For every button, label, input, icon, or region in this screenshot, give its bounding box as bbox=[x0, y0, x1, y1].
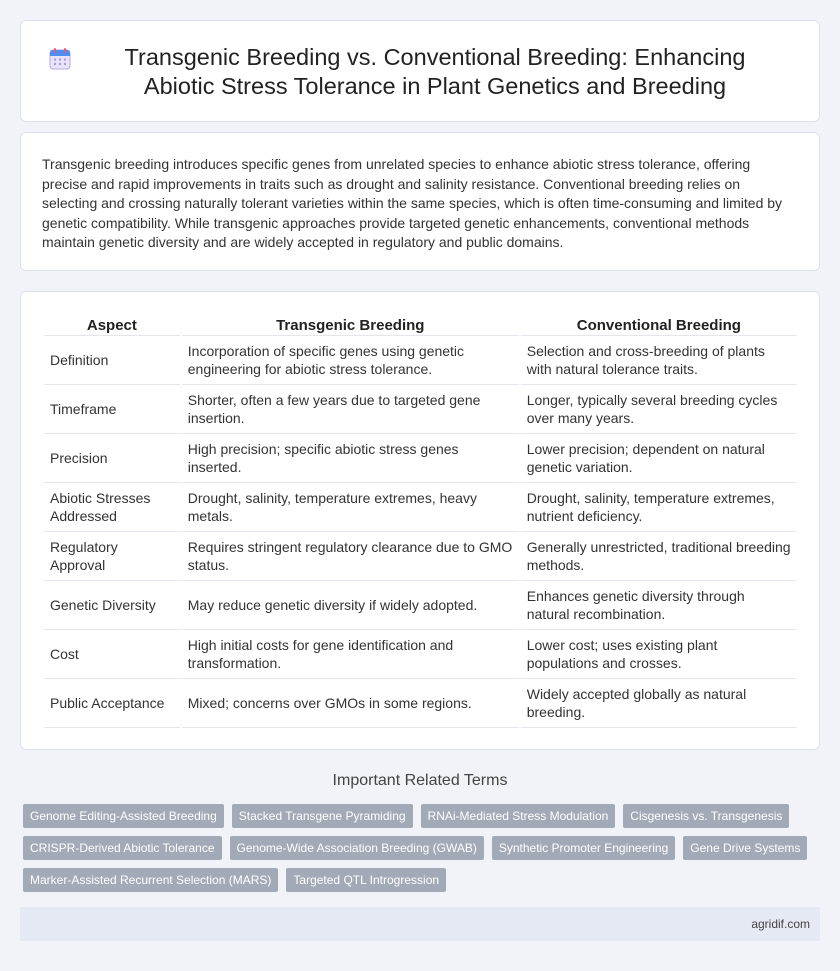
comparison-table bbox=[42, 315, 799, 728]
row-aspect: Abiotic Stresses Addressed bbox=[44, 483, 180, 532]
related-terms-list bbox=[23, 804, 813, 892]
row-conventional: Enhances genetic diversity through natural recombination. bbox=[521, 581, 797, 630]
row-transgenic: Shorter, often a few years due to targeted gene insertion. bbox=[182, 385, 519, 434]
row-transgenic: Mixed; concerns over GMOs in some regions. bbox=[182, 679, 519, 728]
header-conventional: Conventional Breeding bbox=[521, 315, 797, 336]
row-transgenic: High initial costs for gene identification and transformation. bbox=[182, 630, 519, 679]
row-conventional: Lower precision; dependent on natural genetic variation. bbox=[521, 434, 797, 483]
related-term-tag[interactable]: Synthetic Promoter Engineering bbox=[492, 836, 675, 860]
related-terms-heading: Important Related Terms bbox=[332, 772, 508, 789]
footer-site-link[interactable]: agridif.com bbox=[751, 917, 810, 931]
comparison-card bbox=[20, 291, 820, 750]
row-aspect: Public Acceptance bbox=[44, 679, 180, 728]
row-aspect: Definition bbox=[44, 336, 180, 385]
row-conventional: Lower cost; uses existing plant populations and crosses. bbox=[521, 630, 797, 679]
row-aspect: Regulatory Approval bbox=[44, 532, 180, 581]
table-row bbox=[44, 385, 797, 434]
related-term-tag[interactable]: Genome-Wide Association Breeding (GWAB) bbox=[230, 836, 484, 860]
intro-card bbox=[20, 132, 820, 271]
related-term-tag[interactable]: Marker-Assisted Recurrent Selection (MARS) bbox=[23, 868, 278, 892]
related-term-tag[interactable]: Gene Drive Systems bbox=[683, 836, 807, 860]
row-conventional: Generally unrestricted, traditional breeding methods. bbox=[521, 532, 797, 581]
related-term-tag[interactable]: Genome Editing-Assisted Breeding bbox=[23, 804, 224, 828]
row-transgenic: High precision; specific abiotic stress genes inserted. bbox=[182, 434, 519, 483]
header-transgenic: Transgenic Breeding bbox=[182, 315, 519, 336]
related-term-tag[interactable]: CRISPR-Derived Abiotic Tolerance bbox=[23, 836, 222, 860]
row-transgenic: May reduce genetic diversity if widely adopted. bbox=[182, 581, 519, 630]
header-aspect: Aspect bbox=[44, 315, 180, 336]
row-transgenic: Requires stringent regulatory clearance due to GMO status. bbox=[182, 532, 519, 581]
table-row bbox=[44, 679, 797, 728]
row-aspect: Timeframe bbox=[44, 385, 180, 434]
row-conventional: Longer, typically several breeding cycles over many years. bbox=[521, 385, 797, 434]
related-term-tag[interactable]: Targeted QTL Introgression bbox=[286, 868, 446, 892]
row-transgenic: Drought, salinity, temperature extremes, heavy metals. bbox=[182, 483, 519, 532]
intro-paragraph: Transgenic breeding introduces specific genes from unrelated species to enhance abiotic stress tolerance, offering precise and rapid improvements in traits such as drought and salinity resistance. Conventional breeding relies on selecting and crossing naturally tolerant varieties within the same species, which is often time-consuming and limited by genetic compatibility. While transgenic approaches provide targeted genetic enhancements, conventional methods maintain genetic diversity and are widely accepted in regulatory and public domains. bbox=[42, 156, 783, 251]
table-header-row bbox=[44, 315, 797, 336]
row-aspect: Cost bbox=[44, 630, 180, 679]
related-term-tag[interactable]: RNAi-Mediated Stress Modulation bbox=[421, 804, 616, 828]
table-row bbox=[44, 483, 797, 532]
row-transgenic: Incorporation of specific genes using genetic engineering for abiotic stress tolerance. bbox=[182, 336, 519, 385]
row-conventional: Drought, salinity, temperature extremes, nutrient deficiency. bbox=[521, 483, 797, 532]
footer-bar bbox=[20, 907, 820, 941]
row-aspect: Precision bbox=[44, 434, 180, 483]
related-term-tag[interactable]: Cisgenesis vs. Transgenesis bbox=[623, 804, 789, 828]
table-row bbox=[44, 581, 797, 630]
table-row bbox=[44, 434, 797, 483]
table-row bbox=[44, 336, 797, 385]
related-term-tag[interactable]: Stacked Transgene Pyramiding bbox=[232, 804, 413, 828]
row-aspect: Genetic Diversity bbox=[44, 581, 180, 630]
row-conventional: Selection and cross-breeding of plants with natural tolerance traits. bbox=[521, 336, 797, 385]
table-row bbox=[44, 630, 797, 679]
title-card bbox=[20, 20, 820, 122]
page-title: Transgenic Breeding vs. Conventional Breeding: Enhancing Abiotic Stress Tolerance in Plant Genetics and Breeding bbox=[124, 44, 746, 99]
table-row bbox=[44, 532, 797, 581]
row-conventional: Widely accepted globally as natural breeding. bbox=[521, 679, 797, 728]
